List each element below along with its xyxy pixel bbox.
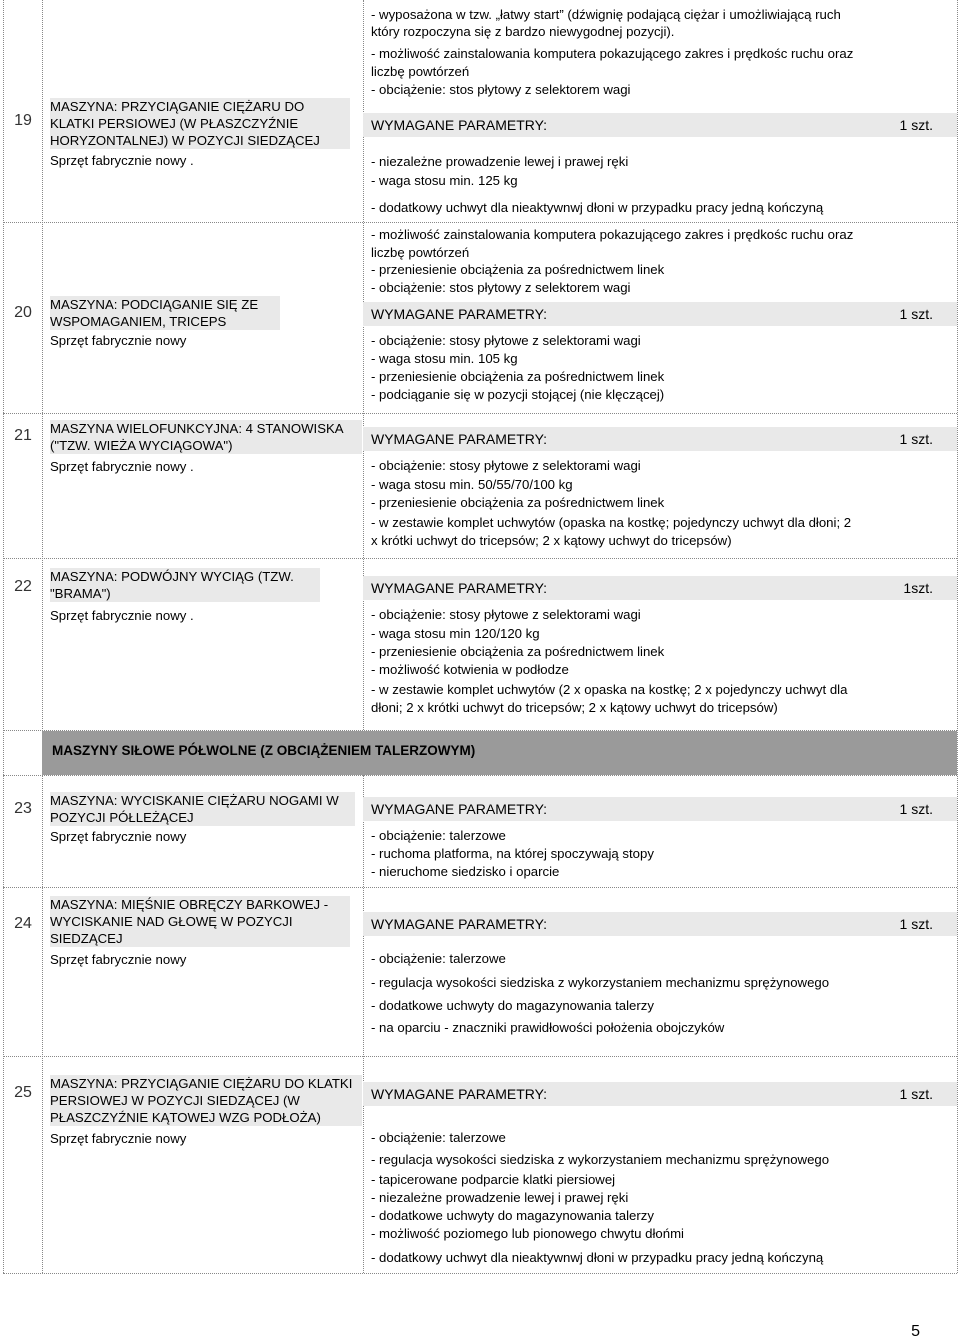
machine-name: MASZYNA WIELOFUNKCYJNA: 4 STANOWISKA ("TZW. WIEŻA WYCIĄGOWA") [50, 420, 362, 454]
quantity: 1 szt. [899, 306, 933, 322]
equipment-note: Sprzęt fabrycznie nowy . [50, 459, 194, 474]
equipment-note: Sprzęt fabrycznie nowy [50, 1131, 187, 1146]
spec-line: - waga stosu min 120/120 kg [371, 626, 540, 641]
machine-name: MASZYNA: PODCIĄGANIE SIĘ ZE WSPOMAGANIEM, TRICEPS [50, 296, 280, 330]
grid-line [3, 1273, 957, 1274]
params-header [363, 797, 957, 821]
spec-line: - możliwość poziomego lub pionowego chwytu dłońmi [371, 1226, 684, 1241]
row-number: 19 [14, 112, 32, 129]
spec-line: liczbę powtórzeń [371, 64, 470, 79]
params-header [363, 912, 957, 936]
spec-line: - niezależne prowadzenie lewej i prawej ręki [371, 1190, 629, 1205]
spec-line: - waga stosu min. 50/55/70/100 kg [371, 477, 573, 492]
spec-line: - waga stosu min. 125 kg [371, 173, 518, 188]
spec-line: - niezależne prowadzenie lewej i prawej ręki [371, 154, 629, 169]
quantity: 1 szt. [899, 1086, 933, 1102]
spec-line: - dodatkowy uchwyt dla nieaktywnwj dłoni w przypadku pracy jedną kończyną [371, 200, 824, 215]
grid-line [3, 222, 957, 223]
equipment-note: Sprzęt fabrycznie nowy [50, 952, 187, 967]
machine-name: MASZYNA: PODWÓJNY WYCIĄG (TZW. "BRAMA") [50, 568, 320, 602]
params-header [363, 113, 957, 137]
spec-line: - waga stosu min. 105 kg [371, 351, 518, 366]
row-number: 23 [14, 800, 32, 817]
spec-line: - regulacja wysokości siedziska z wykorzystaniem mechanizmu sprężynowego [371, 1152, 830, 1167]
grid-line [3, 558, 957, 559]
spec-line: - przeniesienie obciążenia za pośrednictwem linek [371, 644, 665, 659]
spec-line: - wyposażona w tzw. „łatwy start” (dźwignię podającą ciężar i umożliwiającą ruch [371, 7, 841, 22]
spec-line: - możliwość zainstalowania komputera pokazującego zakres i prędkośc ruchu oraz [371, 227, 854, 242]
spec-line: dłoni; 2 x krótki uchwyt do tricepsów; 2 x kątowy uchwyt do tricepsów) [371, 700, 778, 715]
section-header [42, 731, 957, 775]
grid-line [3, 775, 957, 776]
spec-line: - podciąganie się w pozycji stojącej (nie klęczącej) [371, 387, 665, 402]
quantity: 1szt. [903, 580, 933, 596]
spec-line: - nieruchome siedzisko i oparcie [371, 864, 560, 879]
machine-name: MASZYNA: PRZYCIĄGANIE CIĘŻARU DO KLATKI PERSIOWEJ W POZYCJI SIEDZĄCEJ (W PŁASZCZYŹNIE KĄTOWEJ WZG PODŁOŻA) [50, 1075, 362, 1126]
spec-line: - w zestawie komplet uchwytów (opaska na kostkę; pojedynczy uchwyt dla dłoni; 2 [371, 515, 852, 530]
params-label: WYMAGANE PARAMETRY: [371, 801, 548, 817]
spec-line: - dodatkowe uchwyty do magazynowania talerzy [371, 998, 654, 1013]
quantity: 1 szt. [899, 916, 933, 932]
row-number: 25 [14, 1084, 32, 1101]
grid-line [42, 0, 43, 1273]
params-label: WYMAGANE PARAMETRY: [371, 916, 548, 932]
spec-line: - przeniesienie obciążenia za pośrednictwem linek [371, 262, 665, 277]
spec-line: - obciążenie: stosy płytowe z selektorami wagi [371, 607, 641, 622]
row-number: 24 [14, 915, 32, 932]
equipment-note: Sprzęt fabrycznie nowy . [50, 608, 194, 623]
row-number: 22 [14, 578, 32, 595]
params-header [363, 1082, 957, 1106]
spec-line: - obciążenie: stos płytowy z selektorem wagi [371, 280, 631, 295]
params-header [363, 427, 957, 451]
params-label: WYMAGANE PARAMETRY: [371, 1086, 548, 1102]
spec-line: - w zestawie komplet uchwytów (2 x opaska na kostkę; 2 x pojedynczy uchwyt dla [371, 682, 848, 697]
grid-line [363, 0, 364, 730]
grid-line [3, 887, 957, 888]
equipment-note: Sprzęt fabrycznie nowy . [50, 153, 194, 168]
params-label: WYMAGANE PARAMETRY: [371, 580, 548, 596]
spec-line: - dodatkowy uchwyt dla nieaktywnwj dłoni w przypadku pracy jedną kończyną [371, 1250, 824, 1265]
grid-line [957, 0, 958, 1273]
spec-line: - dodatkowe uchwyty do magazynowania talerzy [371, 1208, 654, 1223]
equipment-note: Sprzęt fabrycznie nowy [50, 333, 187, 348]
spec-line: - obciążenie: talerzowe [371, 951, 506, 966]
page-number: 5 [911, 1323, 920, 1340]
spec-line: - obciążenie: stos płytowy z selektorem wagi [371, 82, 631, 97]
spec-line: - na oparciu - znaczniki prawidłowości położenia obojczyków [371, 1020, 725, 1035]
spec-line: x krótki uchwyt do tricepsów; 2 x kątowy uchwyt do tricepsów) [371, 533, 732, 548]
grid-line [3, 1056, 957, 1057]
spec-line: - przeniesienie obciążenia za pośrednictwem linek [371, 495, 665, 510]
spec-line: - obciążenie: stosy płytowe z selektorami wagi [371, 458, 641, 473]
equipment-note: Sprzęt fabrycznie nowy [50, 829, 187, 844]
quantity: 1 szt. [899, 117, 933, 133]
spec-line: liczbę powtórzeń [371, 245, 470, 260]
section-title: MASZYNY SIŁOWE PÓŁWOLNE (Z OBCIĄŻENIEM TALERZOWYM) [52, 743, 476, 758]
machine-name: MASZYNA: MIĘŚNIE OBRĘCZY BARKOWEJ - WYCISKANIE NAD GŁOWĘ W POZYCJI SIEDZĄCEJ [50, 896, 350, 947]
grid-line [3, 0, 4, 1273]
spec-line: który rozpoczyna się z bardzo niewygodnej pozycji). [371, 24, 675, 39]
params-label: WYMAGANE PARAMETRY: [371, 306, 548, 322]
spec-line: - tapicerowane podparcie klatki piersiowej [371, 1172, 616, 1187]
machine-name: MASZYNA: PRZYCIĄGANIE CIĘŻARU DO KLATKI PERSIOWEJ (W PŁASZCZYŹNIE HORYZONTALNEJ) W POZYCJI SIEDZĄCEJ [50, 98, 350, 149]
machine-name: MASZYNA: WYCISKANIE CIĘŻARU NOGAMI W POZYCJI PÓŁLEŻĄCEJ [50, 792, 355, 826]
grid-line [363, 775, 364, 1273]
params-label: WYMAGANE PARAMETRY: [371, 117, 548, 133]
params-label: WYMAGANE PARAMETRY: [371, 431, 548, 447]
spec-line: - możliwość kotwienia w podłodze [371, 662, 569, 677]
spec-line: - przeniesienie obciążenia za pośrednictwem linek [371, 369, 665, 384]
quantity: 1 szt. [899, 431, 933, 447]
params-header [363, 576, 957, 600]
row-number: 20 [14, 304, 32, 321]
spec-line: - regulacja wysokości siedziska z wykorzystaniem mechanizmu sprężynowego [371, 975, 830, 990]
spec-line: - obciążenie: talerzowe [371, 1130, 506, 1145]
spec-line: - obciążenie: talerzowe [371, 828, 506, 843]
quantity: 1 szt. [899, 801, 933, 817]
spec-line: - obciążenie: stosy płytowe z selektorami wagi [371, 333, 641, 348]
grid-line [3, 413, 957, 414]
spec-line: - możliwość zainstalowania komputera pokazującego zakres i prędkośc ruchu oraz [371, 46, 854, 61]
spec-line: - ruchoma platforma, na której spoczywają stopy [371, 846, 654, 861]
params-header [363, 302, 957, 326]
row-number: 21 [14, 427, 32, 444]
